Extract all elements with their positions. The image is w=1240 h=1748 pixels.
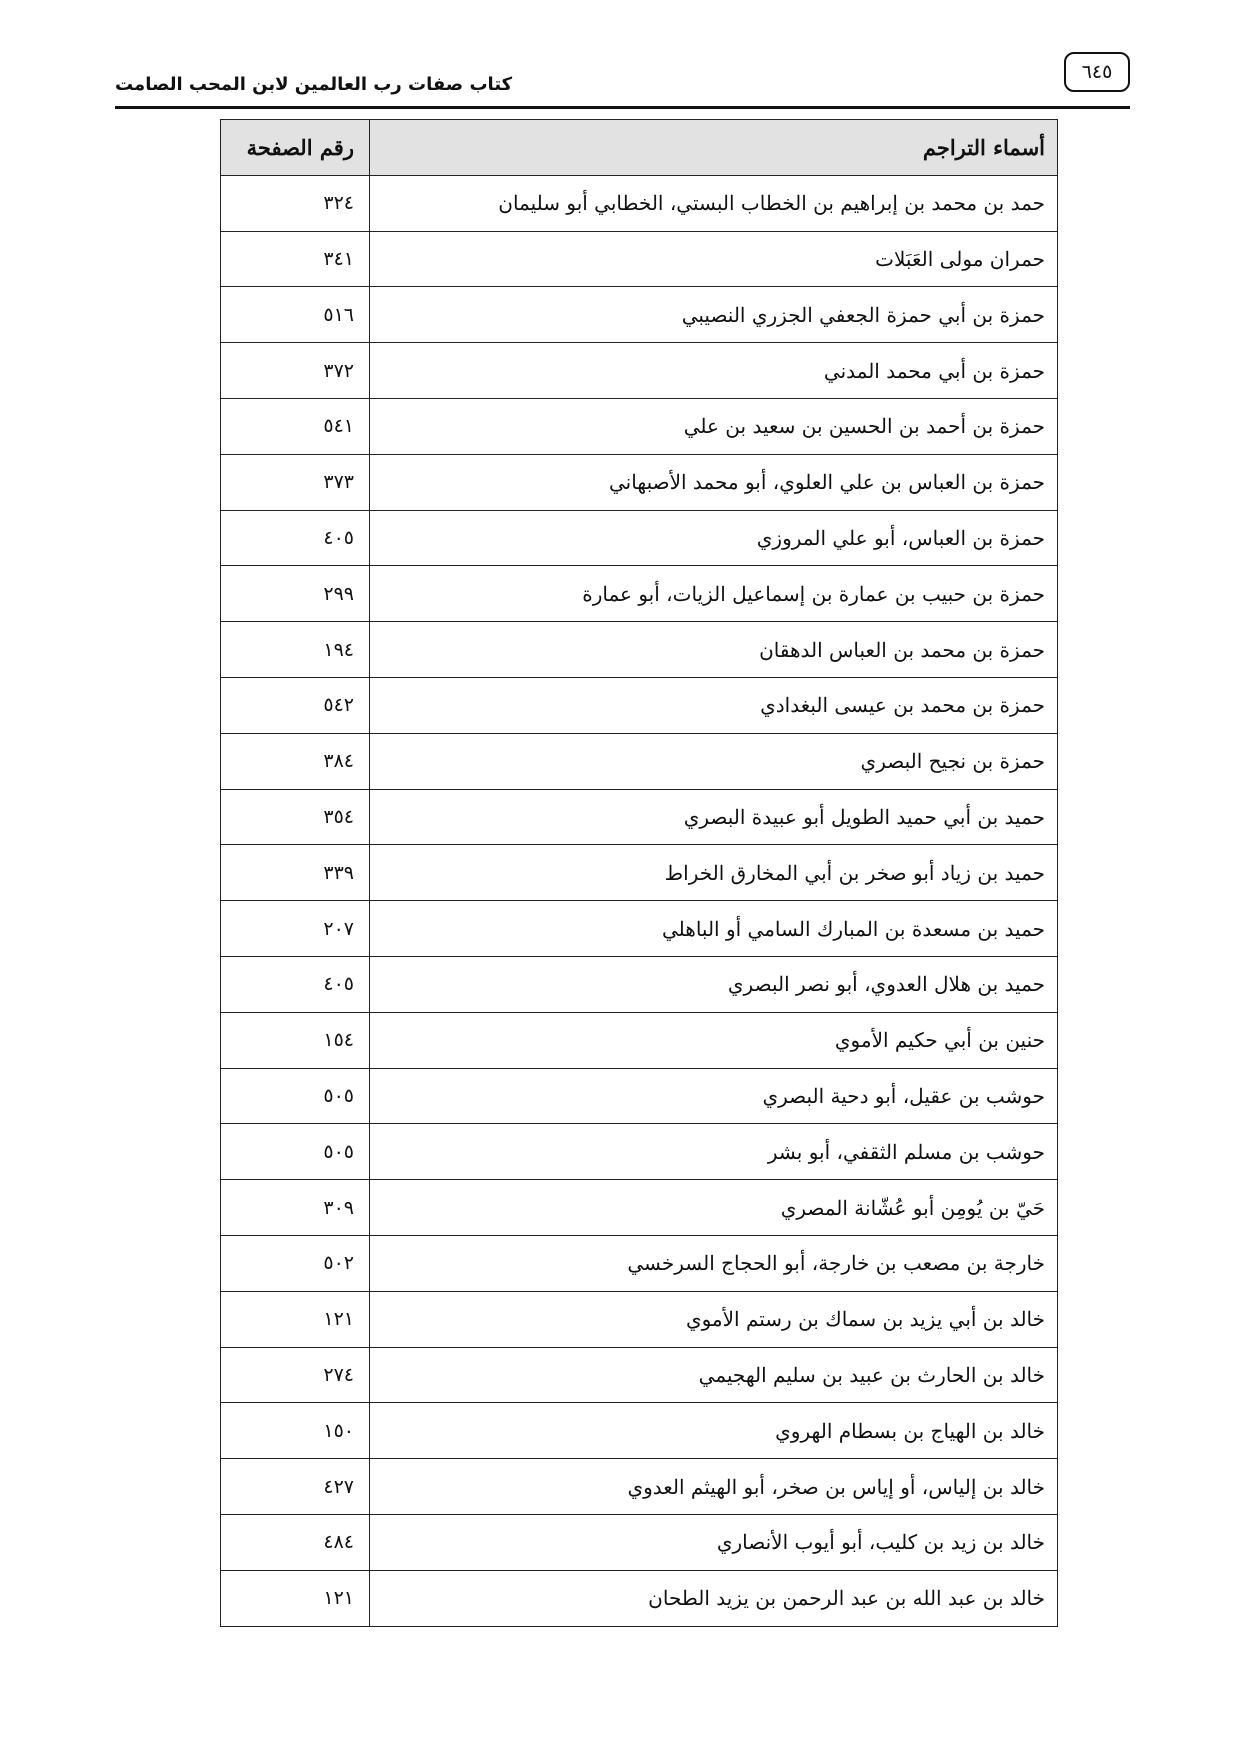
biography-name: خالد بن عبد الله بن عبد الرحمن بن يزيد الطحان: [370, 1570, 1058, 1626]
biography-name: حَيّ بن يُومِن أبو عُشّانة المصري: [370, 1180, 1058, 1236]
page-reference: ٢٧٤: [221, 1347, 370, 1403]
book-title: كتاب صفات رب العالمين لابن المحب الصامت: [115, 74, 513, 95]
biography-name: خالد بن زيد بن كليب، أبو أيوب الأنصاري: [370, 1514, 1058, 1570]
table-row: [221, 398, 1058, 454]
page-reference: ٢٩٩: [221, 566, 370, 622]
page-number: ٦٤٥: [1064, 52, 1130, 92]
biography-name: حميد بن هلال العدوي، أبو نصر البصري: [370, 956, 1058, 1012]
table-row: [221, 1514, 1058, 1570]
biography-name: حوشب بن مسلم الثقفي، أبو بشر: [370, 1124, 1058, 1180]
table-row: [221, 1068, 1058, 1124]
biography-name: حمزة بن حبيب بن عمارة بن إسماعيل الزيات، أبو عمارة: [370, 566, 1058, 622]
page-reference: ٣٧٢: [221, 343, 370, 399]
page-reference: ٥١٦: [221, 287, 370, 343]
page-reference: ١٢١: [221, 1570, 370, 1626]
biography-name: حمزة بن محمد بن عيسى البغدادي: [370, 677, 1058, 733]
biography-name: خالد بن الحارث بن عبيد بن سليم الهجيمي: [370, 1347, 1058, 1403]
page-header: [115, 52, 1130, 108]
table-row: [221, 622, 1058, 678]
page-reference: ٥٤١: [221, 398, 370, 454]
table-row: [221, 1235, 1058, 1291]
table-row: [221, 677, 1058, 733]
biography-name: حوشب بن عقيل، أبو دحية البصري: [370, 1068, 1058, 1124]
table-row: [221, 789, 1058, 845]
biography-name: خالد بن الهياج بن بسطام الهروي: [370, 1403, 1058, 1459]
table-row: [221, 566, 1058, 622]
page-reference: ٣٤١: [221, 231, 370, 287]
table-row: [221, 343, 1058, 399]
page-reference: ٥٠٥: [221, 1068, 370, 1124]
biography-name: حمزة بن محمد بن العباس الدهقان: [370, 622, 1058, 678]
table-row: [221, 1012, 1058, 1068]
biography-name: حمزة بن أحمد بن الحسين بن سعيد بن علي: [370, 398, 1058, 454]
table-row: [221, 901, 1058, 957]
page-reference: ٥٠٢: [221, 1235, 370, 1291]
page-reference: ٥٤٢: [221, 677, 370, 733]
biography-name: حميد بن زياد أبو صخر بن أبي المخارق الخراط: [370, 845, 1058, 901]
page-reference: ١٢١: [221, 1291, 370, 1347]
biography-name: خالد بن إلياس، أو إياس بن صخر، أبو الهيثم العدوي: [370, 1459, 1058, 1515]
table-row: [221, 510, 1058, 566]
table-row: [221, 1124, 1058, 1180]
biography-name: حمزة بن أبي محمد المدني: [370, 343, 1058, 399]
header-divider: [115, 106, 1130, 109]
biography-name: حمزة بن العباس، أبو علي المروزي: [370, 510, 1058, 566]
page-reference: ٣٢٤: [221, 175, 370, 231]
page-reference: ٣٥٤: [221, 789, 370, 845]
page-reference: ٤٨٤: [221, 1514, 370, 1570]
table-row: [221, 1347, 1058, 1403]
page-reference: ٢٠٧: [221, 901, 370, 957]
biography-name: حمران مولى العَبَلات: [370, 231, 1058, 287]
page-reference: ٤٠٥: [221, 510, 370, 566]
table-body: [221, 175, 1058, 1626]
page-reference: ٤٠٥: [221, 956, 370, 1012]
page-reference: ١٩٤: [221, 622, 370, 678]
page-reference: ٥٠٥: [221, 1124, 370, 1180]
table-row: [221, 1570, 1058, 1626]
table-row: [221, 1291, 1058, 1347]
page-reference: ١٥٤: [221, 1012, 370, 1068]
biography-name: خالد بن أبي يزيد بن سماك بن رستم الأموي: [370, 1291, 1058, 1347]
biography-name: حمد بن محمد بن إبراهيم بن الخطاب البستي، الخطابي أبو سليمان: [370, 175, 1058, 231]
table-row: [221, 287, 1058, 343]
page-reference: ٣٠٩: [221, 1180, 370, 1236]
page-reference: ٣٧٣: [221, 454, 370, 510]
biography-name: حميد بن مسعدة بن المبارك السامي أو الباهلي: [370, 901, 1058, 957]
table-header-row: [221, 120, 1058, 176]
table-row: [221, 454, 1058, 510]
biography-name: حمزة بن نجيح البصري: [370, 733, 1058, 789]
column-header-names: أسماء التراجم: [370, 120, 1058, 176]
biography-name: حمزة بن أبي حمزة الجعفي الجزري النصيبي: [370, 287, 1058, 343]
biographies-index-table: [220, 119, 1058, 1627]
page-reference: ٣٣٩: [221, 845, 370, 901]
table-row: [221, 231, 1058, 287]
column-header-page: رقم الصفحة: [221, 120, 370, 176]
table-row: [221, 956, 1058, 1012]
table-row: [221, 1403, 1058, 1459]
table-row: [221, 175, 1058, 231]
table-row: [221, 1459, 1058, 1515]
biography-name: خارجة بن مصعب بن خارجة، أبو الحجاج السرخسي: [370, 1235, 1058, 1291]
page-reference: ٤٢٧: [221, 1459, 370, 1515]
biography-name: حميد بن أبي حميد الطويل أبو عبيدة البصري: [370, 789, 1058, 845]
page-reference: ١٥٠: [221, 1403, 370, 1459]
page-reference: ٣٨٤: [221, 733, 370, 789]
table-header: [221, 120, 1058, 176]
biography-name: حمزة بن العباس بن علي العلوي، أبو محمد الأصبهاني: [370, 454, 1058, 510]
biography-name: حنين بن أبي حكيم الأموي: [370, 1012, 1058, 1068]
table-row: [221, 733, 1058, 789]
table-row: [221, 1180, 1058, 1236]
table-row: [221, 845, 1058, 901]
